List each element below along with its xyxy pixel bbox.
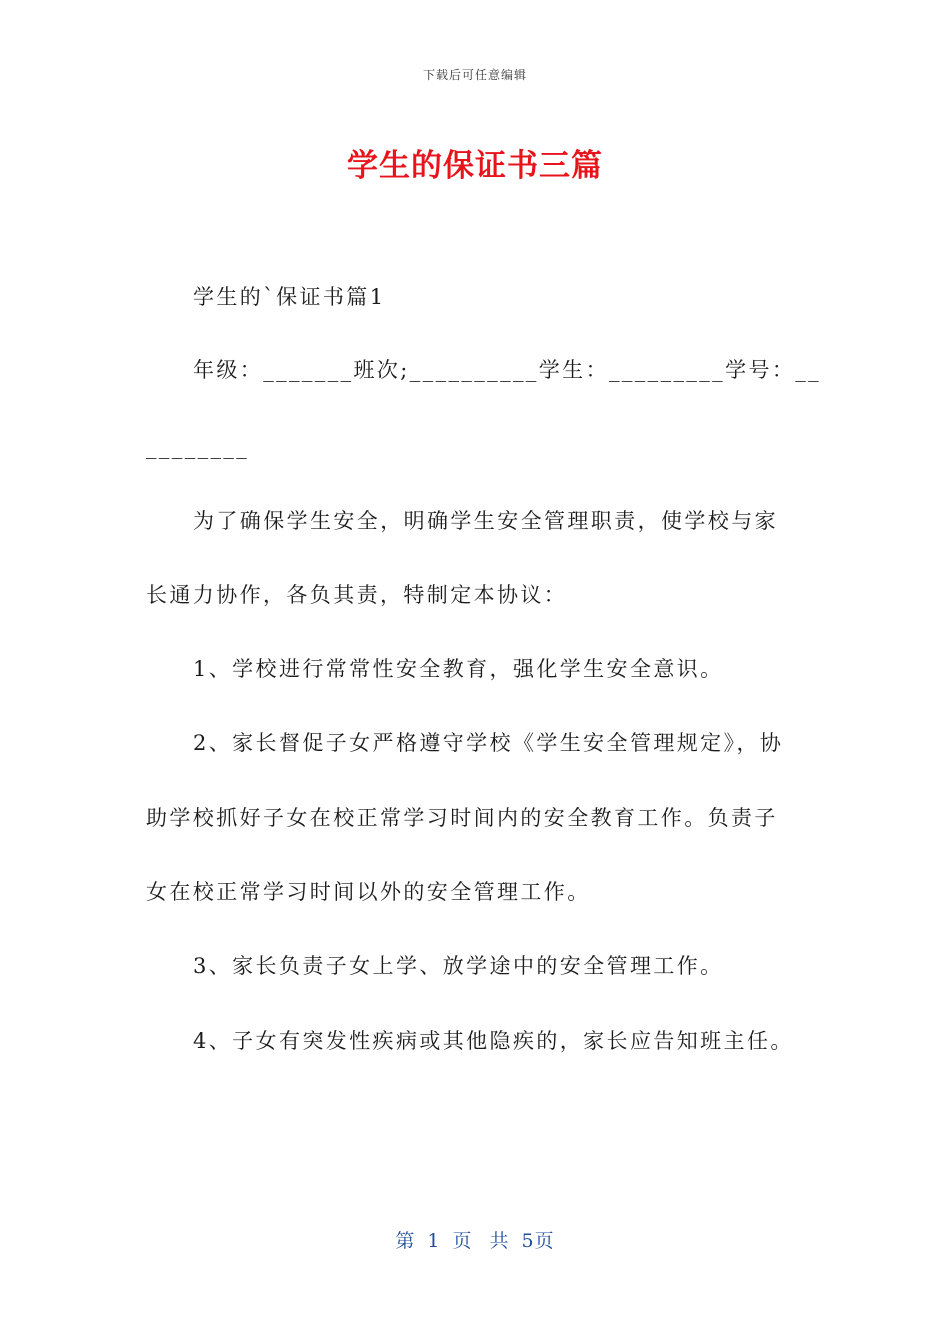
section-heading: 学生的`保证书篇1	[193, 285, 386, 309]
footer-page-number: 1	[427, 1230, 441, 1252]
page-footer	[0, 1226, 950, 1253]
header-note: 下载后可任意编辑	[422, 68, 527, 82]
paragraph-line: 2、家长督促子女严格遵守学校《学生安全管理规定》，协	[193, 731, 784, 755]
form-fields-line-2: ________	[146, 435, 250, 459]
footer-middle: 页 共	[452, 1230, 510, 1252]
paragraph-line: 1、学校进行常常性安全教育，强化学生安全意识。	[193, 657, 724, 681]
footer-prefix: 第	[395, 1230, 416, 1252]
paragraph-line: 长通力协作，各负其责，特制定本协议：	[146, 583, 568, 607]
paragraph-line: 助学校抓好子女在校正常学习时间内的安全教育工作。负责子	[146, 806, 778, 830]
paragraph-line: 3、家长负责子女上学、放学途中的安全管理工作。	[193, 954, 724, 978]
footer-total-pages: 5页	[521, 1230, 555, 1252]
paragraph-line: 为了确保学生安全，明确学生安全管理职责，使学校与家	[193, 509, 778, 533]
document-title: 学生的保证书三篇	[347, 148, 603, 184]
paragraph-line: 4、子女有突发性疾病或其他隐疾的，家长应告知班主任。	[193, 1029, 794, 1053]
paragraph-line: 女在校正常学习时间以外的安全管理工作。	[146, 880, 591, 904]
form-fields-line-1: 年级：_______班次;__________学生：_________学号：__	[193, 358, 822, 382]
